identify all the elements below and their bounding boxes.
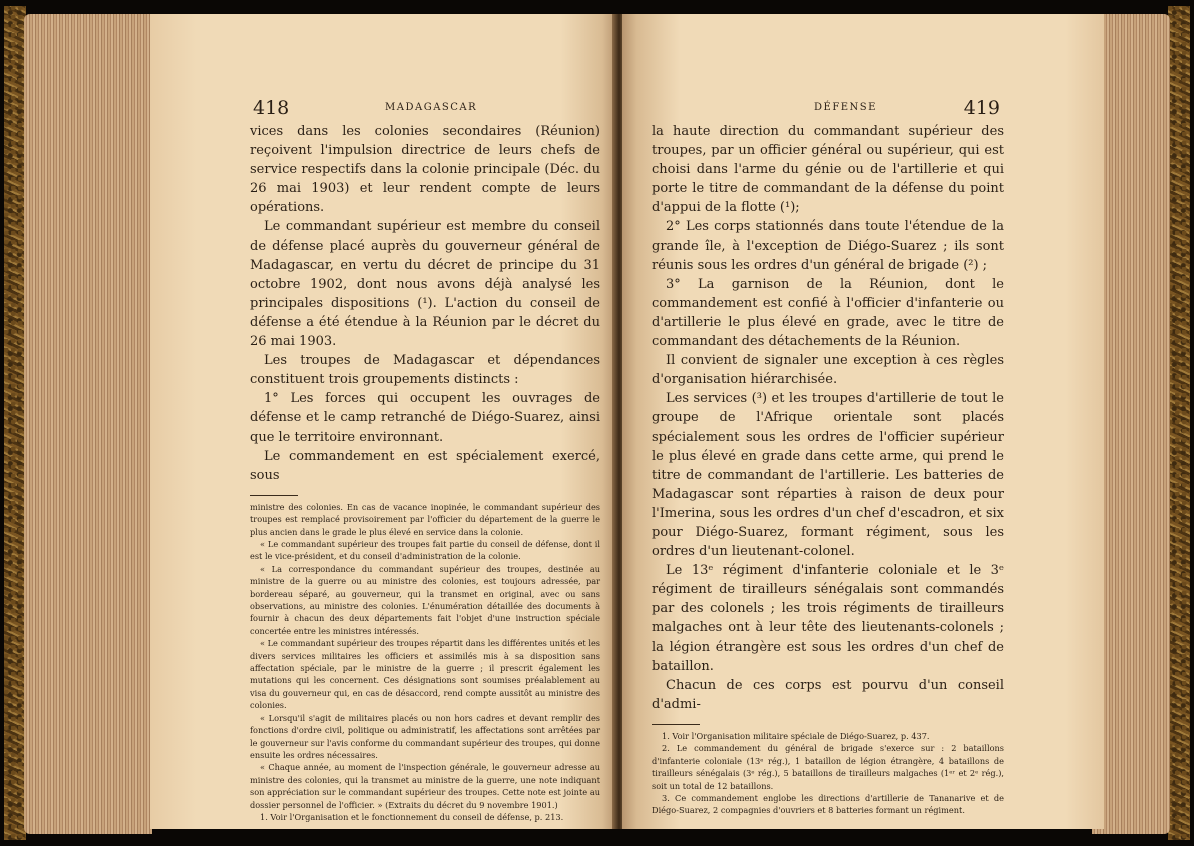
page-number: 419 [963, 97, 1000, 119]
footnote: ministre des colonies. En cas de vacance inopinée, le commandant supérieur des troupes est remplacé provisoirement par l'officier du département de la guerre le plus ancien dans le grade le plus élevé en service dans la colonie. [250, 501, 600, 537]
left-page-content [250, 98, 600, 823]
paragraph: la haute direction du commandant supérieur des troupes, par un officier général ou supérieur, qui est choisi dans l'arme du génie ou de l'artillerie et qui porte le titre de commandant de la défense du point d'appui de la flotte (¹); [652, 124, 1004, 216]
left-page [150, 14, 616, 829]
footnote-rule [652, 724, 700, 725]
paragraph: Il convient de signaler une exception à ces règles d'organisation hiérarchisée. [652, 353, 1004, 388]
footnote: « Le commandant supérieur des troupes fait partie du conseil de défense, dont il est le vice-président, et du conseil d'administration de la colonie. [250, 539, 600, 562]
right-page-content [652, 98, 1004, 817]
footnote: 1. Voir l'Organisation et le fonctionnement du conseil de défense, p. 213. [260, 811, 564, 822]
right-page [622, 14, 1104, 829]
right-footnotes [652, 730, 1004, 817]
marbled-cover-right [1168, 6, 1190, 840]
paragraph: 2° Les corps stationnés dans toute l'étendue de la grande île, à l'exception de Diégo-Suarez ; ils sont réunis sous les ordres d'un général de brigade (²) ; [652, 219, 1004, 273]
paragraph: Les troupes de Madagascar et dépendances constituent trois groupements distincts : [250, 353, 600, 388]
marbled-cover-left [4, 6, 26, 840]
footnote: 1. Voir l'Organisation militaire spéciale de Diégo-Suarez, p. 437. [662, 730, 930, 741]
right-body-text [652, 122, 1004, 714]
left-footnotes [250, 501, 600, 824]
left-body-text [250, 122, 600, 485]
footnote: 2. Le commandement du général de brigade s'exerce sur : 2 bataillons d'infanterie coloniale (13ᵉ rég.), 1 bataillon de légion étrangère, 4 bataillons de tirailleurs sénégalais (3ᵉ rég.), 5 bataillons de tirailleurs malgaches (1ᵉʳ et 2ᵉ rég.), soit un total de 12 bataillons. [652, 743, 1004, 791]
paragraph: Le commandant supérieur est membre du conseil de défense placé auprès du gouverneur général de Madagascar, en vertu du décret de principe du 31 octobre 1902, dont nous avons déjà analysé les principales dispositions (¹). L'action du conseil de défense a été étendue à la Réunion par le décret du 26 mai 1903. [250, 219, 600, 350]
page-number: 418 [253, 97, 290, 119]
paragraph: 1° Les forces qui occupent les ouvrages de défense et le camp retranché de Diégo-Suarez, ainsi que le territoire environnant. [250, 391, 600, 445]
right-running-head [652, 98, 1004, 122]
left-running-head [250, 98, 600, 122]
footnote: 3. Ce commandement englobe les directions d'artillerie de Tananarive et de Diégo-Suarez, 2 compagnies d'ouvriers et 8 batteries formant un régiment. [652, 792, 1004, 816]
paragraph: 3° La garnison de la Réunion, dont le commandement est confié à l'officier d'infanterie ou d'artillerie le plus élevé en grade, avec le titre de commandant des détachements de la Réunion. [652, 276, 1004, 350]
paragraph: vices dans les colonies secondaires (Réunion) reçoivent l'impulsion directrice de leurs chefs de service respectifs dans la colonie principale (Déc. du 26 mai 1903) et leur rendent compte de leurs opérations. [250, 124, 600, 216]
paragraph: Chacun de ces corps est pourvu d'un conseil d'admi- [652, 677, 1004, 712]
paragraph: Le 13ᵉ régiment d'infanterie coloniale et le 3ᵉ régiment de tirailleurs sénégalais sont commandés par des colonels ; les trois régiments de tirailleurs malgaches ont à leur tête des lieutenants-colonels ; la légion étrangère est sous les ordres d'un chef de bataillon. [652, 563, 1004, 674]
footnote: « La correspondance du commandant supérieur des troupes, destinée au ministre de la guerre ou au ministre des colonies, est toujours adressée, par bordereau séparé, au gouverneur, qui la transmet en original, avec ou sans observations, au ministre des colonies. L'énumération détaillée des documents à fournir à chacun des deux départements fait l'objet d'une instruction spéciale concertée entre les ministres intéressés. [250, 563, 600, 636]
running-head-title: MADAGASCAR [385, 102, 478, 113]
paragraph: Les services (³) et les troupes d'artillerie de tout le groupe de l'Afrique orientale sont placés spécialement sous les ordres de l'officier supérieur le plus élevé en grade dans cette arme, qui prend le titre de commandant de l'artillerie. Les batteries de Madagascar sont réparties à raison de deux pour l'Imerina, sous les ordres d'un chef d'escadron, et six pour Diégo-Suarez, formant régiment, sous les ordres d'un lieutenant-colonel. [652, 391, 1004, 560]
running-head-title: DÉFENSE [814, 102, 877, 113]
page-edges-left [24, 14, 152, 834]
footnote: « Lorsqu'il s'agit de militaires placés ou non hors cadres et devant remplir des fonctions d'ordre civil, politique ou administratif, les affectations sont arrêtées par le gouverneur sur l'avis conforme du commandant supérieur des troupes, qui donne ensuite les ordres nécessaires. [250, 712, 600, 760]
paragraph: Le commandement en est spécialement exercé, sous [250, 448, 600, 483]
footnote: « Chaque année, au moment de l'inspection générale, le gouverneur adresse au ministre des colonies, qui la transmet au ministre de la guerre, une note indiquant son appréciation sur le commandant supérieur des troupes. Cette note est jointe au dossier personnel de l'officier. » (Extraits du décret du 9 novembre 1901.) [250, 762, 600, 810]
footnote: « Le commandant supérieur des troupes répartit dans les différentes unités et les divers services militaires les officiers et assimilés mis à sa disposition sans affectation spéciale, par le ministre de la guerre ; il prescrit également les mutations qui les concernent. Ces désignations sont soumises préalablement au visa du gouverneur qui, en cas de désaccord, rend compte aussitôt au ministre des colonies. [250, 638, 600, 711]
footnote-rule [250, 495, 298, 496]
